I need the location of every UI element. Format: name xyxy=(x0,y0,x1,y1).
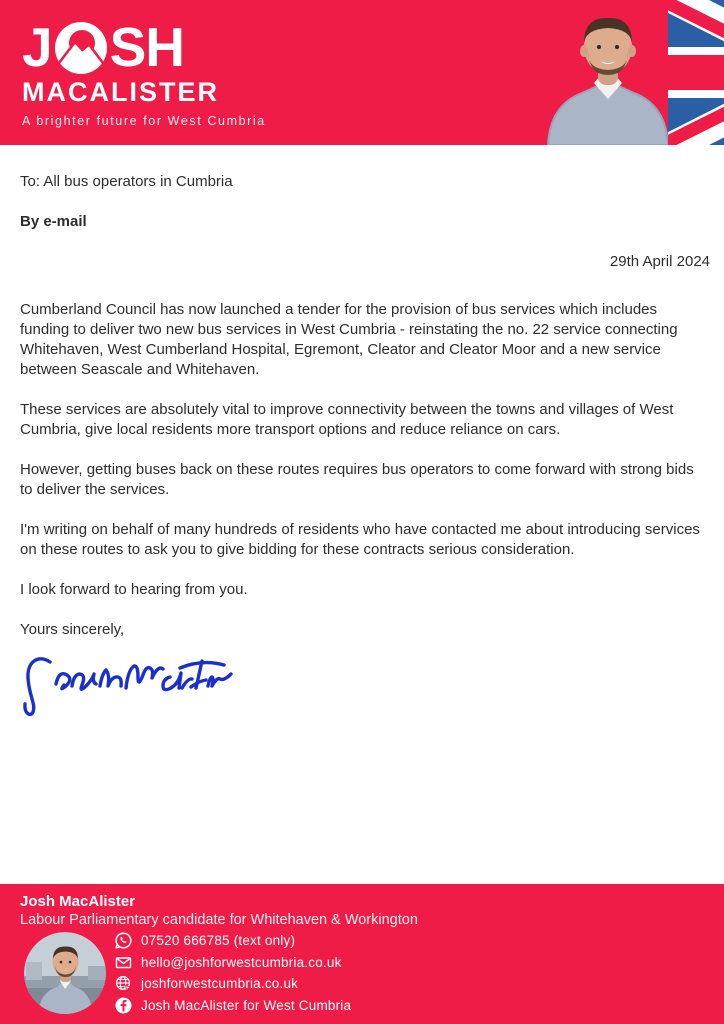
candidate-photo-header xyxy=(542,9,674,145)
email-icon xyxy=(115,954,132,971)
website-text: joshforwestcumbria.co.uk xyxy=(141,976,299,991)
contact-phone xyxy=(115,932,351,949)
contact-email xyxy=(115,954,351,971)
union-jack-flag xyxy=(668,0,724,145)
letter-date: 29th April 2024 xyxy=(609,253,710,270)
contact-list xyxy=(115,932,351,1014)
phone-text: 07520 666785 (text only) xyxy=(141,933,296,948)
handwritten-signature xyxy=(20,646,235,722)
whatsapp-icon xyxy=(115,932,132,949)
paragraph-4: I'm writing on behalf of many hundreds of residents who have contacted me about introducing services on these routes to ask you to give bidding for these contracts serious consideration. xyxy=(20,521,700,558)
contact-website xyxy=(115,975,351,992)
campaign-logo xyxy=(22,16,266,128)
footer-candidate-name: Josh MacAlister xyxy=(20,893,136,910)
header-banner xyxy=(0,0,724,145)
paragraph-5: I look forward to hearing from you. xyxy=(20,581,248,598)
valediction: Yours sincerely, xyxy=(20,621,125,638)
campaign-tagline: A brighter future for West Cumbria xyxy=(22,114,266,128)
email-text: hello@joshforwestcumbria.co.uk xyxy=(141,954,342,970)
footer-banner xyxy=(0,884,724,1024)
facebook-text: Josh MacAlister for West Cumbria xyxy=(141,997,352,1013)
delivery-method: By e-mail xyxy=(20,213,87,230)
facebook-icon xyxy=(115,997,132,1014)
logo-letter-j: J xyxy=(22,16,52,78)
footer-candidate-role: Labour Parliamentary candidate for Whitehaven & Workington xyxy=(20,912,418,928)
globe-icon xyxy=(115,975,132,992)
paragraph-3: However, getting buses back on these routes requires bus operators to come forward with strong bids to deliver the services. xyxy=(20,461,694,498)
letter-body xyxy=(20,172,710,722)
paragraph-2: These services are absolutely vital to improve connectivity between the towns and villages of West Cumbria, give local residents more transport options and reduce reliance on cars. xyxy=(20,401,674,438)
logo-letters-sh: SH xyxy=(109,16,184,78)
contact-facebook xyxy=(115,997,351,1014)
logo-wordmark-josh xyxy=(22,16,266,78)
candidate-photo-footer xyxy=(24,932,106,1014)
logo-surname: MACALISTER xyxy=(22,77,219,107)
mountain-sun-icon xyxy=(55,22,107,74)
recipient-line: To: All bus operators in Cumbria xyxy=(20,173,233,190)
paragraph-1: Cumberland Council has now launched a tender for the provision of bus services which includes funding to deliver two new bus services in West Cumbria - reinstating the no. 22 service connecting Whitehaven, West Cumberland Hospital, Egremont, Cleator and Cleator Moor and a new service between Seascale and Whitehaven. xyxy=(20,301,678,378)
